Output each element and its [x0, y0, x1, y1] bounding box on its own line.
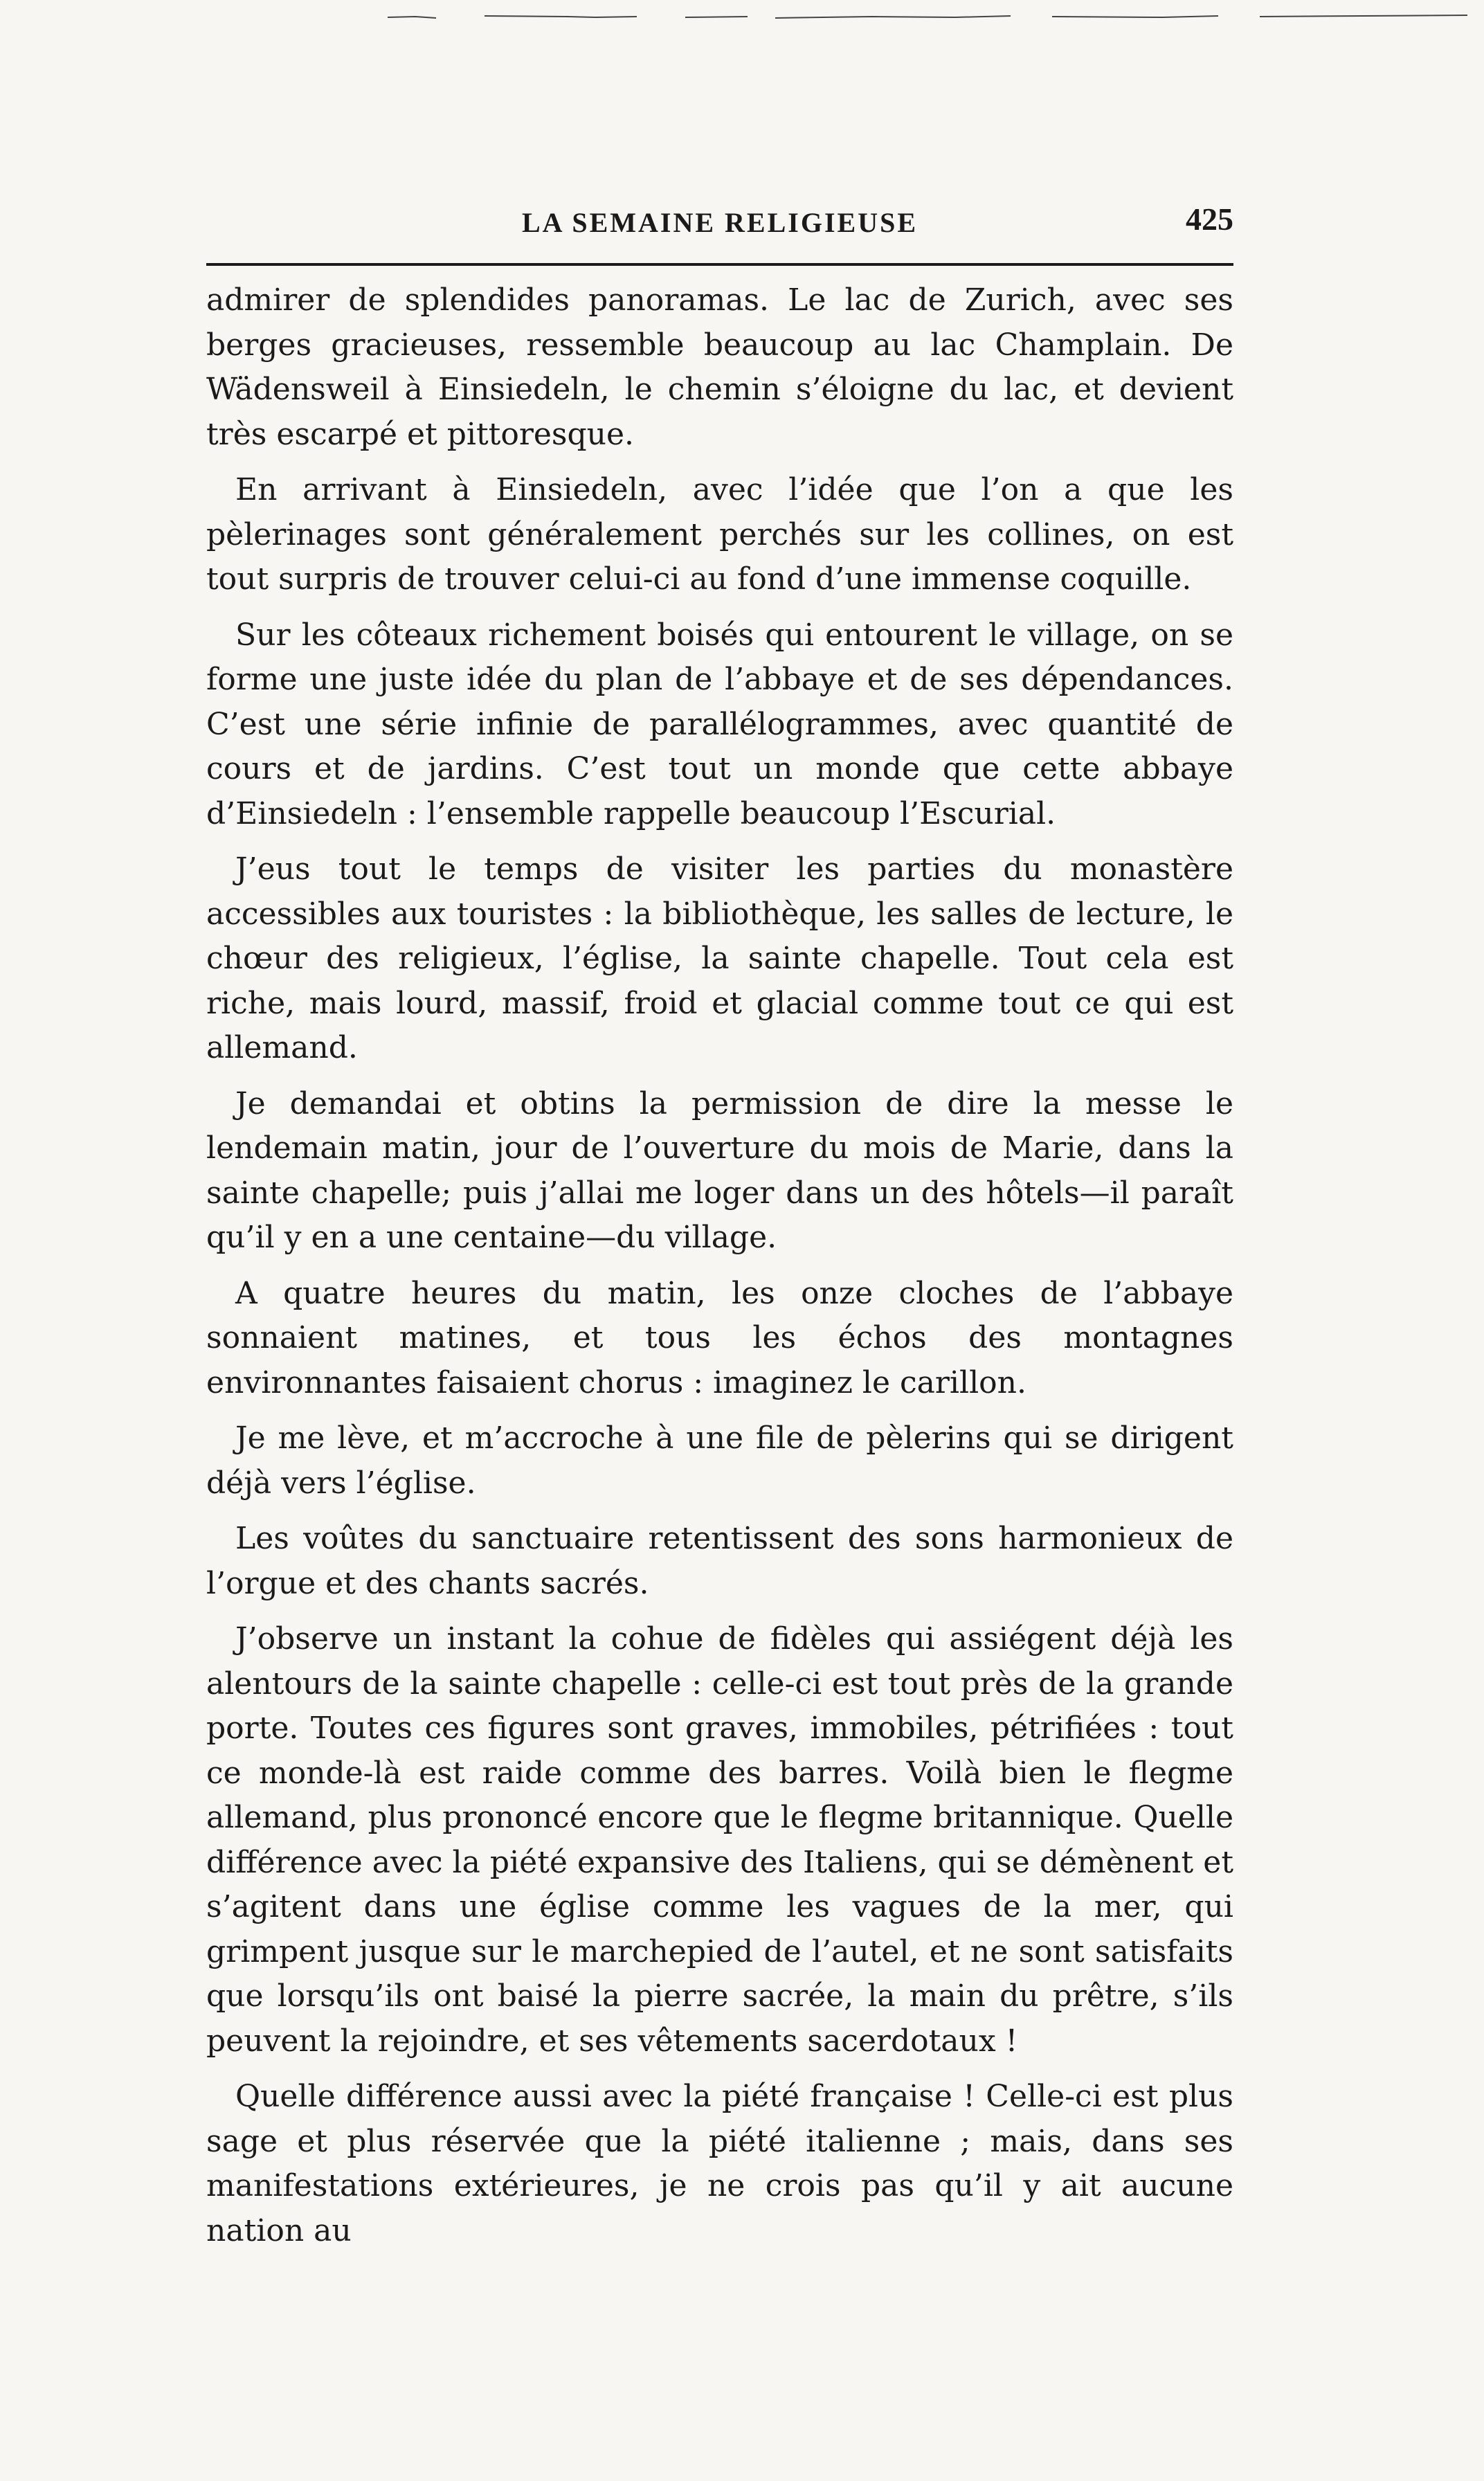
paragraph: En arrivant à Einsiedeln, avec l’idée que l’on a que les pèlerinages sont généralement perchés sur les collines, on est tout surpris de trouver celui-ci au fond d’une immense coquille. — [206, 472, 1233, 597]
body-text — [206, 278, 1233, 2438]
paragraph: J’eus tout le temps de visiter les parties du monastère accessibles aux touristes : la bibliothèque, les salles de lecture, le chœur des religieux, l’église, la sainte chapelle. Tout cela est riche, mais lourd, massif, froid et glacial comme tout ce qui est allemand. — [206, 851, 1233, 1065]
paragraph: J’observe un instant la cohue de fidèles qui assiégent déjà les alentours de la sainte chapelle : celle-ci est tout près de la grande porte. Toutes ces figures sont graves, immobiles, pétrifiées : tout ce monde-là est raide comme des barres. Voilà bien le flegme allemand, plus prononcé encore que le flegme britannique. Quelle différence avec la piété expansive des Italiens, qui se démènent et s’agitent dans une église comme les vagues de la mer, qui grimpent jusque sur le marchepied de l’autel, et ne sont satisfaits que lorsqu’ils ont baisé la pierre sacrée, la main du prêtre, s’ils peuvent la rejoindre, et ses vêtements sacerdotaux ! — [206, 1621, 1233, 2059]
paragraph: Je demandai et obtins la permission de dire la messe le lendemain matin, jour de l’ouverture du mois de Marie, dans la sainte chapelle; puis j’allai me loger dans un des hôtels—il paraît qu’il y en a une centaine—du village. — [206, 1085, 1233, 1255]
paragraph: A quatre heures du matin, les onze cloches de l’abbaye sonnaient matines, et tous les échos des montagnes environnantes faisaient chorus : imaginez le carillon. — [206, 1275, 1233, 1400]
paragraph: admirer de splendides panoramas. Le lac de Zurich, avec ses berges gracieuses, ressemble beaucoup au lac Champlain. De Wädensweil à Einsiedeln, le chemin s’éloigne du lac, et devient très escarpé et pittoresque. — [206, 282, 1233, 452]
page-header — [206, 201, 1233, 249]
paragraph: Quelle différence aussi avec la piété française ! Celle-ci est plus sage et plus réservée que la piété italienne ; mais, dans ses manifestations extérieures, je ne crois pas qu’il y ait aucune nation au — [206, 2079, 1233, 2248]
paragraph: Sur les côteaux richement boisés qui entourent le village, on se forme une juste idée du plan de l’abbaye et de ses dépendances. C’est une série infinie de parallélogrammes, avec quantité de cours et de jardins. C’est tout un monde que cette abbaye d’Einsiedeln : l’ensemble rappelle beaucoup l’Escurial. — [206, 617, 1233, 831]
page-number: 425 — [1186, 201, 1233, 237]
running-head: LA SEMAINE RELIGIEUSE — [521, 207, 919, 238]
paragraph: Les voûtes du sanctuaire retentissent des sons harmonieux de l’orgue et des chants sacrés. — [206, 1521, 1233, 1601]
paragraph: Je me lève, et m’accroche à une file de pèlerins qui se dirigent déjà vers l’église. — [206, 1420, 1233, 1501]
header-rule — [206, 263, 1233, 266]
scan-edge-artifact — [388, 12, 1467, 22]
